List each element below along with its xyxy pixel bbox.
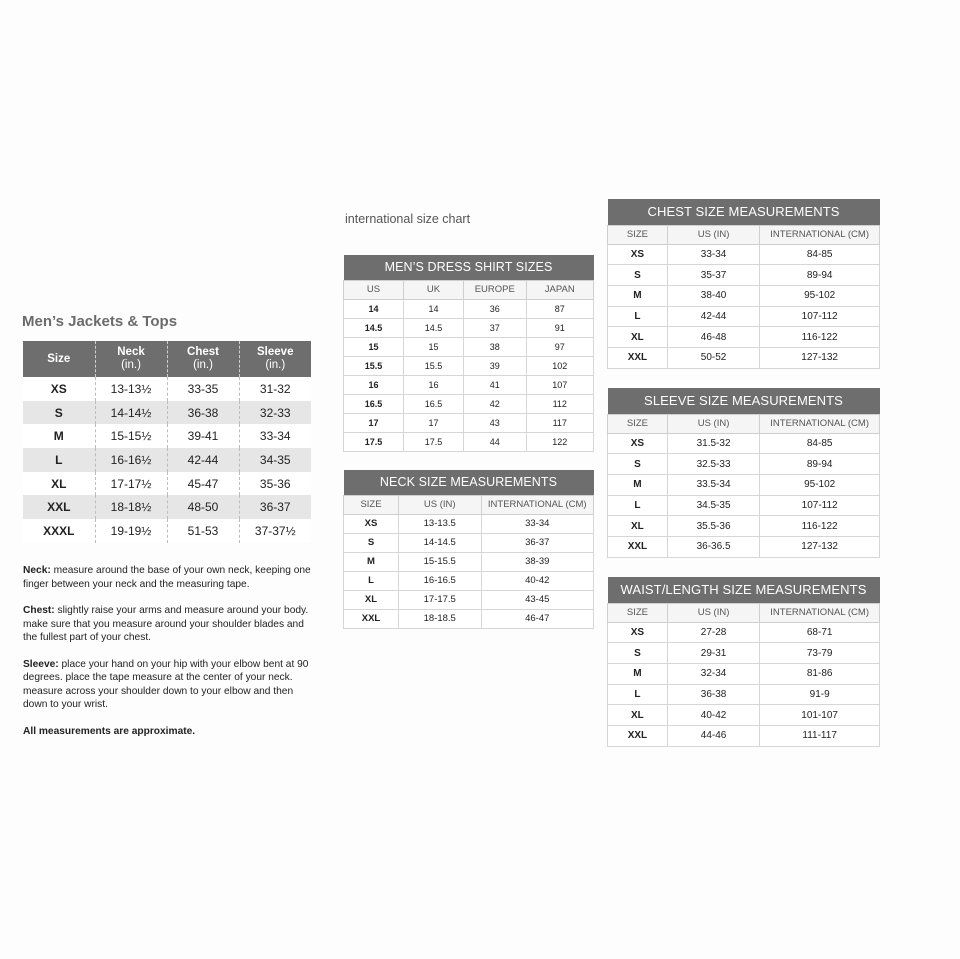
table-row: [608, 285, 880, 306]
value-cell: 14-14½: [95, 401, 167, 425]
size-cell: 14: [344, 299, 404, 318]
size-cell: XL: [608, 327, 668, 348]
value-cell: 33-34: [481, 514, 594, 533]
note-term: Sleeve:: [23, 658, 59, 670]
size-cell: XS: [23, 377, 95, 401]
table-row: [608, 495, 880, 516]
table-title: NECK SIZE MEASUREMENTS: [344, 470, 594, 495]
size-cell: S: [608, 265, 668, 286]
value-cell: 13-13½: [95, 377, 167, 401]
size-cell: 15.5: [344, 356, 404, 375]
value-cell: 14.5: [404, 318, 464, 337]
value-cell: 48-50: [167, 495, 239, 519]
table-row: [344, 356, 594, 375]
value-cell: 38-39: [481, 552, 594, 571]
column-header: SIZE: [344, 495, 399, 514]
table-row: [608, 347, 880, 368]
value-cell: 81-86: [760, 663, 880, 684]
table-row: [608, 306, 880, 327]
value-cell: 116-122: [760, 327, 880, 348]
size-cell: 14.5: [344, 318, 404, 337]
size-cell: XXL: [608, 725, 668, 746]
size-cell: XS: [608, 244, 668, 265]
table-row: [344, 533, 594, 552]
value-cell: 101-107: [760, 705, 880, 726]
chest-size-table: [607, 199, 880, 369]
value-cell: 107-112: [760, 306, 880, 327]
header-label: Size: [47, 352, 71, 365]
note-text: measure around the base of your own neck, keeping one finger between your neck and the measuring tape.: [23, 565, 311, 590]
column-header: INTERNATIONAL (CM): [481, 495, 594, 514]
value-cell: 16-16.5: [399, 571, 482, 590]
value-cell: 36: [464, 299, 527, 318]
value-cell: 36-37: [481, 533, 594, 552]
note-paragraph: [23, 658, 311, 712]
value-cell: 51-53: [167, 519, 239, 543]
size-cell: XXL: [344, 609, 399, 628]
table-row: [344, 609, 594, 628]
value-cell: 35-37: [667, 265, 759, 286]
header-unit: (in.): [193, 359, 213, 371]
value-cell: 15-15.5: [399, 552, 482, 571]
table-title: WAIST/LENGTH SIZE MEASUREMENTS: [608, 577, 880, 603]
value-cell: 42: [464, 394, 527, 413]
value-cell: 111-117: [760, 725, 880, 746]
size-cell: XL: [344, 590, 399, 609]
value-cell: 73-79: [760, 643, 880, 664]
jackets-header-size: [23, 341, 95, 377]
value-cell: 32-34: [667, 663, 759, 684]
value-cell: 35.5-36: [667, 516, 759, 537]
table-row: [344, 514, 594, 533]
value-cell: 40-42: [667, 705, 759, 726]
value-cell: 89-94: [760, 454, 880, 475]
size-cell: L: [23, 448, 95, 472]
size-cell: XXXL: [23, 519, 95, 543]
size-cell: 16: [344, 375, 404, 394]
table-header-row: [608, 603, 880, 622]
size-cell: S: [608, 454, 668, 475]
value-cell: 13-13.5: [399, 514, 482, 533]
value-cell: 127-132: [760, 536, 880, 557]
column-header: INTERNATIONAL (CM): [760, 603, 880, 622]
value-cell: 89-94: [760, 265, 880, 286]
table-row: [608, 643, 880, 664]
value-cell: 45-47: [167, 472, 239, 496]
table-title-row: [608, 577, 880, 603]
value-cell: 95-102: [760, 285, 880, 306]
size-cell: 15: [344, 337, 404, 356]
table-row: [344, 552, 594, 571]
size-cell: XS: [344, 514, 399, 533]
value-cell: 18-18.5: [399, 609, 482, 628]
neck-size-table: [343, 470, 594, 629]
table-row: [344, 299, 594, 318]
column-header: US: [344, 280, 404, 299]
value-cell: 37-37½: [239, 519, 311, 543]
value-cell: 36-38: [667, 684, 759, 705]
size-cell: XXL: [608, 536, 668, 557]
column-header: US (IN): [667, 414, 759, 433]
value-cell: 34-35: [239, 448, 311, 472]
table-row: [23, 401, 311, 425]
note-term: Chest:: [23, 605, 55, 616]
value-cell: 36-37: [239, 495, 311, 519]
table-row: [608, 705, 880, 726]
size-cell: XL: [608, 516, 668, 537]
value-cell: 17-17½: [95, 472, 167, 496]
table-row: [23, 377, 311, 401]
value-cell: 36-38: [167, 401, 239, 425]
table-row: [23, 448, 311, 472]
table-row: [344, 413, 594, 432]
value-cell: 36-36.5: [667, 536, 759, 557]
value-cell: 38-40: [667, 285, 759, 306]
column-header: US (IN): [399, 495, 482, 514]
measurement-notes: [23, 564, 311, 751]
value-cell: 84-85: [760, 433, 880, 454]
value-cell: 44: [464, 432, 527, 451]
table-header-row: [344, 495, 594, 514]
column-header: JAPAN: [526, 280, 594, 299]
value-cell: 27-28: [667, 622, 759, 643]
table-row: [344, 337, 594, 356]
header-label: Chest: [187, 346, 219, 358]
size-cell: S: [23, 401, 95, 425]
table-row: [608, 516, 880, 537]
table-row: [608, 265, 880, 286]
jackets-title: Men’s Jackets & Tops: [22, 313, 178, 330]
value-cell: 33-34: [667, 244, 759, 265]
value-cell: 116-122: [760, 516, 880, 537]
value-cell: 16: [404, 375, 464, 394]
value-cell: 37: [464, 318, 527, 337]
value-cell: 33-34: [239, 424, 311, 448]
size-cell: L: [344, 571, 399, 590]
table-row: [608, 433, 880, 454]
size-cell: S: [608, 643, 668, 664]
value-cell: 84-85: [760, 244, 880, 265]
dress-shirt-sizes-table: [343, 255, 594, 452]
value-cell: 107-112: [760, 495, 880, 516]
size-cell: M: [23, 424, 95, 448]
value-cell: 42-44: [167, 448, 239, 472]
table-header-row: [608, 225, 880, 244]
size-cell: M: [344, 552, 399, 571]
value-cell: 107: [526, 375, 594, 394]
size-cell: 16.5: [344, 394, 404, 413]
value-cell: 102: [526, 356, 594, 375]
column-header: US (IN): [667, 603, 759, 622]
value-cell: 43: [464, 413, 527, 432]
table-row: [608, 244, 880, 265]
value-cell: 17: [404, 413, 464, 432]
table-title: CHEST SIZE MEASUREMENTS: [608, 199, 880, 225]
table-row: [344, 432, 594, 451]
size-cell: S: [344, 533, 399, 552]
value-cell: 112: [526, 394, 594, 413]
international-size-chart-caption: international size chart: [345, 212, 471, 226]
value-cell: 19-19½: [95, 519, 167, 543]
table-title: MEN’S DRESS SHIRT SIZES: [344, 255, 594, 280]
note-term: All measurements are approximate.: [23, 725, 196, 737]
table-title-row: [344, 255, 594, 280]
table-row: [608, 536, 880, 557]
size-cell: M: [608, 663, 668, 684]
table-row: [23, 424, 311, 448]
value-cell: 14-14.5: [399, 533, 482, 552]
table-row: [344, 394, 594, 413]
size-cell: L: [608, 495, 668, 516]
value-cell: 29-31: [667, 643, 759, 664]
value-cell: 117: [526, 413, 594, 432]
table-header-row: [344, 280, 594, 299]
value-cell: 44-46: [667, 725, 759, 746]
waist-length-size-table: [607, 577, 880, 747]
note-paragraph: [23, 725, 311, 739]
size-cell: XS: [608, 622, 668, 643]
table-title-row: [608, 388, 880, 414]
table-row: [608, 454, 880, 475]
size-cell: XL: [608, 705, 668, 726]
header-unit: (in.): [121, 359, 141, 371]
jackets-header-sleeve: [239, 341, 311, 377]
table-header-row: [608, 414, 880, 433]
value-cell: 40-42: [481, 571, 594, 590]
value-cell: 31.5-32: [667, 433, 759, 454]
table-row: [608, 663, 880, 684]
value-cell: 15-15½: [95, 424, 167, 448]
value-cell: 16-16½: [95, 448, 167, 472]
jackets-header-neck: [95, 341, 167, 377]
size-cell: L: [608, 306, 668, 327]
table-row: [608, 725, 880, 746]
table-row: [344, 375, 594, 394]
value-cell: 34.5-35: [667, 495, 759, 516]
column-header: US (IN): [667, 225, 759, 244]
table-row: [23, 495, 311, 519]
value-cell: 17.5: [404, 432, 464, 451]
table-row: [23, 472, 311, 496]
value-cell: 15.5: [404, 356, 464, 375]
value-cell: 122: [526, 432, 594, 451]
value-cell: 32-33: [239, 401, 311, 425]
size-cell: L: [608, 684, 668, 705]
value-cell: 18-18½: [95, 495, 167, 519]
size-cell: M: [608, 285, 668, 306]
size-cell: XXL: [23, 495, 95, 519]
size-cell: XS: [608, 433, 668, 454]
value-cell: 33.5-34: [667, 474, 759, 495]
note-term: Neck:: [23, 565, 51, 576]
value-cell: 97: [526, 337, 594, 356]
column-header: SIZE: [608, 414, 668, 433]
note-text: place your hand on your hip with your elbow bent at 90 degrees. place the tape measure at the center of your neck. measure across your shoulder down to your elbow and then down to your wrist.: [23, 658, 309, 710]
table-row: [23, 519, 311, 543]
jackets-table-body: [23, 377, 311, 543]
header-label: Sleeve: [257, 346, 294, 358]
value-cell: 14: [404, 299, 464, 318]
header-unit: (in.): [265, 359, 286, 371]
value-cell: 46-47: [481, 609, 594, 628]
value-cell: 39-41: [167, 424, 239, 448]
size-cell: XXL: [608, 347, 668, 368]
value-cell: 127-132: [760, 347, 880, 368]
table-row: [344, 590, 594, 609]
table-title-row: [608, 199, 880, 225]
value-cell: 95-102: [760, 474, 880, 495]
value-cell: 87: [526, 299, 594, 318]
value-cell: 17-17.5: [399, 590, 482, 609]
value-cell: 50-52: [667, 347, 759, 368]
value-cell: 15: [404, 337, 464, 356]
value-cell: 32.5-33: [667, 454, 759, 475]
value-cell: 31-32: [239, 377, 311, 401]
table-title-row: [344, 470, 594, 495]
value-cell: 68-71: [760, 622, 880, 643]
column-header: UK: [404, 280, 464, 299]
table-row: [608, 622, 880, 643]
value-cell: 39: [464, 356, 527, 375]
size-cell: 17: [344, 413, 404, 432]
column-header: INTERNATIONAL (CM): [760, 414, 880, 433]
table-row: [344, 571, 594, 590]
value-cell: 16.5: [404, 394, 464, 413]
value-cell: 41: [464, 375, 527, 394]
table-row: [344, 318, 594, 337]
note-paragraph: [23, 604, 311, 645]
jackets-header-row: [23, 341, 311, 377]
column-header: INTERNATIONAL (CM): [760, 225, 880, 244]
value-cell: 33-35: [167, 377, 239, 401]
value-cell: 42-44: [667, 306, 759, 327]
jackets-header-chest: [167, 341, 239, 377]
size-cell: 17.5: [344, 432, 404, 451]
header-label: Neck: [117, 346, 145, 358]
size-cell: M: [608, 474, 668, 495]
value-cell: 46-48: [667, 327, 759, 348]
table-row: [608, 474, 880, 495]
value-cell: 91: [526, 318, 594, 337]
table-row: [608, 327, 880, 348]
note-paragraph: [23, 564, 311, 591]
jackets-size-table: [23, 341, 311, 543]
table-title: SLEEVE SIZE MEASUREMENTS: [608, 388, 880, 414]
column-header: SIZE: [608, 603, 668, 622]
value-cell: 43-45: [481, 590, 594, 609]
value-cell: 35-36: [239, 472, 311, 496]
size-cell: XL: [23, 472, 95, 496]
value-cell: 91-9: [760, 684, 880, 705]
note-text: slightly raise your arms and measure around your body. make sure that you measure around your shoulder blades and the fullest part of your chest.: [23, 605, 309, 643]
sleeve-size-table: [607, 388, 880, 558]
value-cell: 38: [464, 337, 527, 356]
column-header: SIZE: [608, 225, 668, 244]
table-row: [608, 684, 880, 705]
column-header: EUROPE: [464, 280, 527, 299]
